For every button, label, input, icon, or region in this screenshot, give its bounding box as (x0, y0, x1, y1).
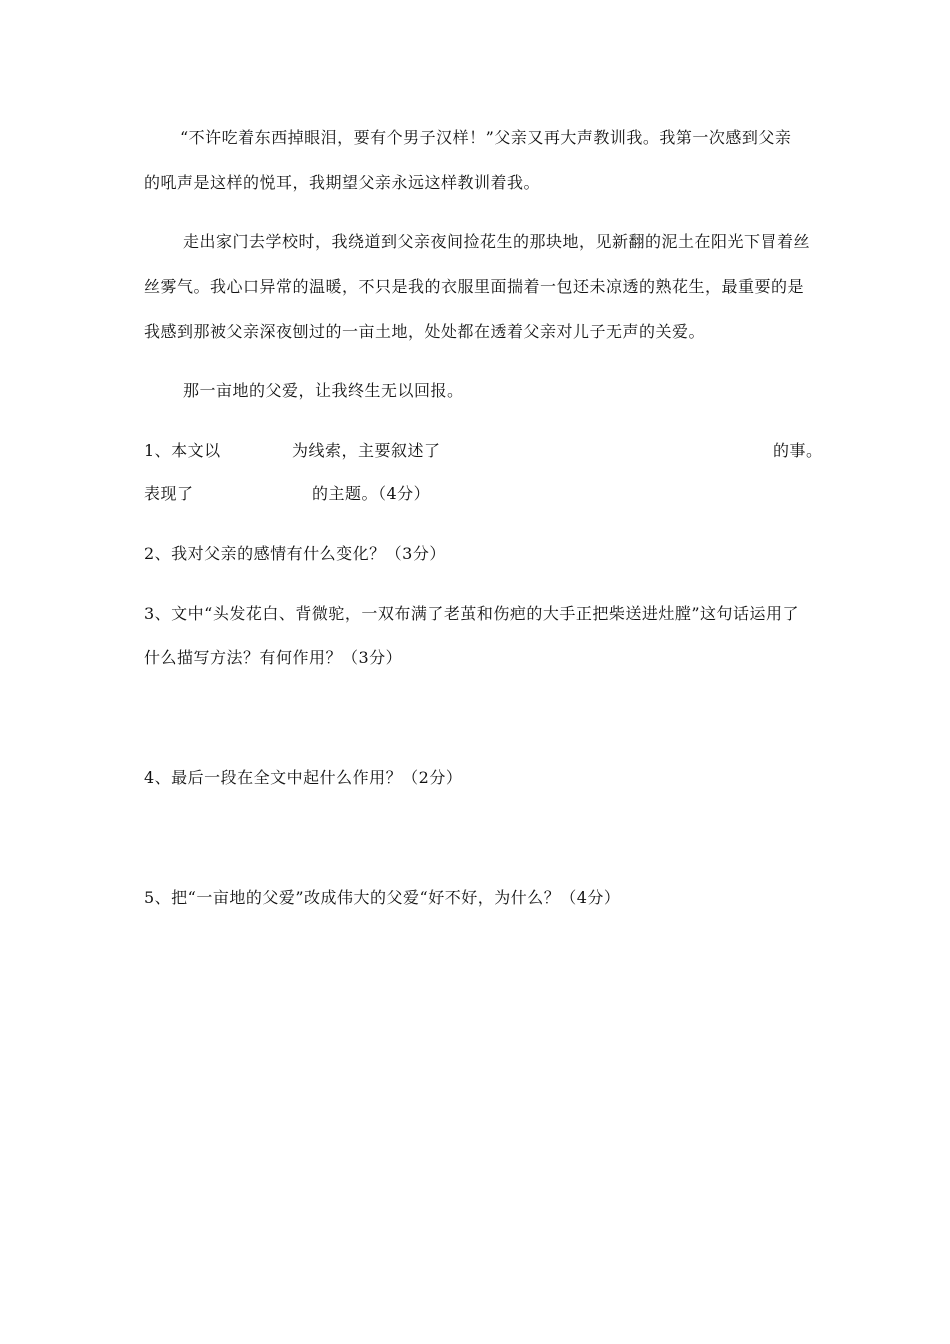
question-2: 2、我对父亲的感情有什么变化？（3分） (144, 544, 446, 563)
question-3-line-1: 3、文中“头发花白、背微驼，一双布满了老茧和伤疤的大手正把柴送进灶膛”这句话运用了 (144, 604, 800, 623)
question-1-line-2-part-b: 的主题。（4分） (312, 484, 431, 503)
question-1-part-c: 的事。 (773, 441, 823, 460)
paragraph-3-line-1: 那一亩地的父爱，让我终生无以回报。 (183, 381, 464, 400)
paragraph-1-line-1: “不许吃着东西掉眼泪，要有个男子汉样！”父亲又再大声教训我。我第一次感到父亲 (180, 128, 792, 147)
question-1-part-b: 为线索，主要叙述了 (292, 441, 441, 460)
paragraph-2-line-3: 我感到那被父亲深夜刨过的一亩土地，处处都在透着父亲对儿子无声的关爱。 (144, 322, 706, 341)
question-1-line-2-part-a: 表现了 (144, 484, 194, 503)
question-1-line-2 (144, 484, 544, 504)
paragraph-2-line-2: 丝雾气。我心口异常的温暖，不只是我的衣服里面揣着一包还未凉透的熟花生，最重要的是 (144, 277, 805, 296)
question-4: 4、最后一段在全文中起什么作用？（2分） (144, 768, 463, 787)
question-1-part-a: 1、本文以 (144, 441, 221, 460)
paragraph-1-line-2: 的吼声是这样的悦耳，我期望父亲永远这样教训着我。 (144, 173, 541, 192)
question-5: 5、把“一亩地的父爱”改成伟大的父爱“好不好，为什么？（4分） (144, 888, 621, 907)
question-1-line-1 (144, 441, 824, 461)
paragraph-2-line-1: 走出家门去学校时，我绕道到父亲夜间捡花生的那块地，见新翻的泥土在阳光下冒着丝 (183, 232, 811, 251)
question-3-line-2: 什么描写方法？有何作用？（3分） (144, 648, 403, 667)
